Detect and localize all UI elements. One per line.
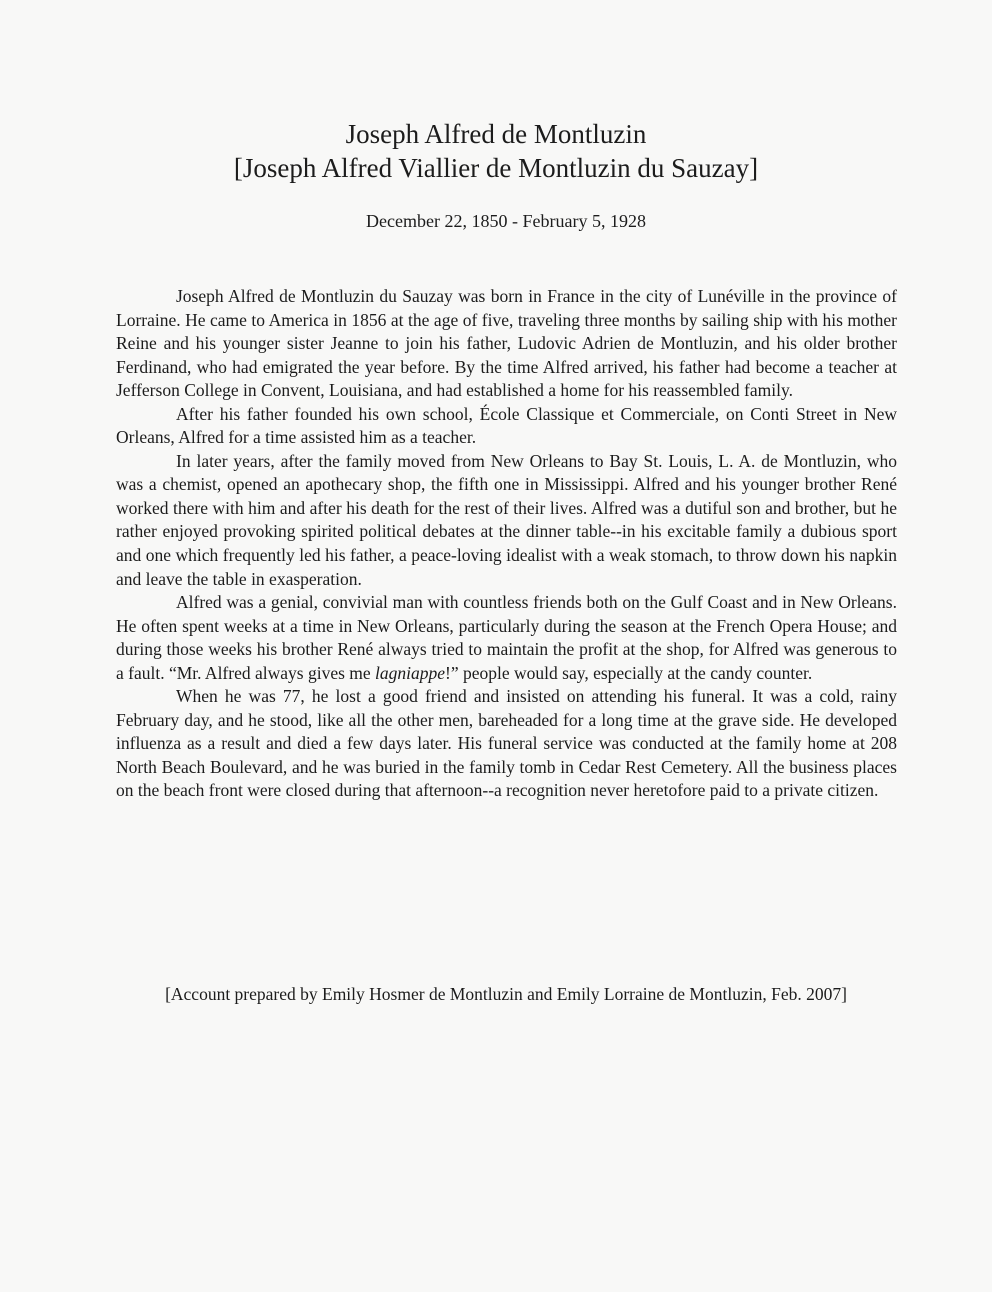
paragraph-text: Alfred was a genial, convivial man with countless friends both on the Gulf Coast and in New Orleans. He often spent weeks at a time in New Orleans, particularly during the season at the French Opera House; and during those weeks his brother René always tried to maintain the profit at the shop, for Alfred was generous to a fault. “Mr. Alfred always gives me <box>116 592 897 683</box>
paragraph-school: After his father founded his own school, École Classique et Commerciale, on Conti Street in New Orleans, Alfred for a time assisted him as a teacher. <box>116 403 897 448</box>
biography-body <box>116 285 897 803</box>
paragraph-character <box>116 591 897 685</box>
italic-word: lagniappe <box>375 662 446 683</box>
paragraph-death: When he was 77, he lost a good friend and insisted on attending his funeral. It was a cold, rainy February day, and he stood, like all the other men, bareheaded for a long time at the grave side. He developed influenza as a result and died a few days later. His funeral service was conducted at the family home at 208 North Beach Boulevard, and he was buried in the family tomb in Cedar Rest Cemetery. All the business places on the beach front were closed during that afternoon--a recognition never heretofore paid to a private citizen. <box>116 686 897 801</box>
attribution-note: [Account prepared by Emily Hosmer de Montluzin and Emily Lorraine de Montluzin, Feb. 2007] <box>165 984 847 1004</box>
paragraph-text: !” people would say, especially at the candy counter. <box>445 662 813 683</box>
life-dates: December 22, 1850 - February 5, 1928 <box>366 211 646 231</box>
paragraph-apothecary: In later years, after the family moved from New Orleans to Bay St. Louis, L. A. de Montluzin, who was a chemist, opened an apothecary shop, the fifth one in Mississippi. Alfred and his younger brother René worked there with him and after his death for the rest of their lives. Alfred was a dutiful son and brother, but he rather enjoyed provoking spirited political debates at the dinner table--in his excitable family a dubious sport and one which frequently led his father, a peace-loving idealist with a weak stomach, to throw down his napkin and leave the table in exasperation. <box>116 450 897 589</box>
paragraph-birth: Joseph Alfred de Montluzin du Sauzay was born in France in the city of Lunéville in the province of Lorraine. He came to America in 1856 at the age of five, traveling three months by sailing ship with his mother Reine and his younger sister Jeanne to join his father, Ludovic Adrien de Montluzin, and his older brother Ferdinand, who had emigrated the year before. By the time Alfred arrived, his father had become a teacher at Jefferson College in Convent, Louisiana, and had established a home for his reassembled family. <box>116 286 897 401</box>
document-full-name: [Joseph Alfred Viallier de Montluzin du Sauzay] <box>233 153 759 183</box>
document-title: Joseph Alfred de Montluzin <box>345 119 647 149</box>
